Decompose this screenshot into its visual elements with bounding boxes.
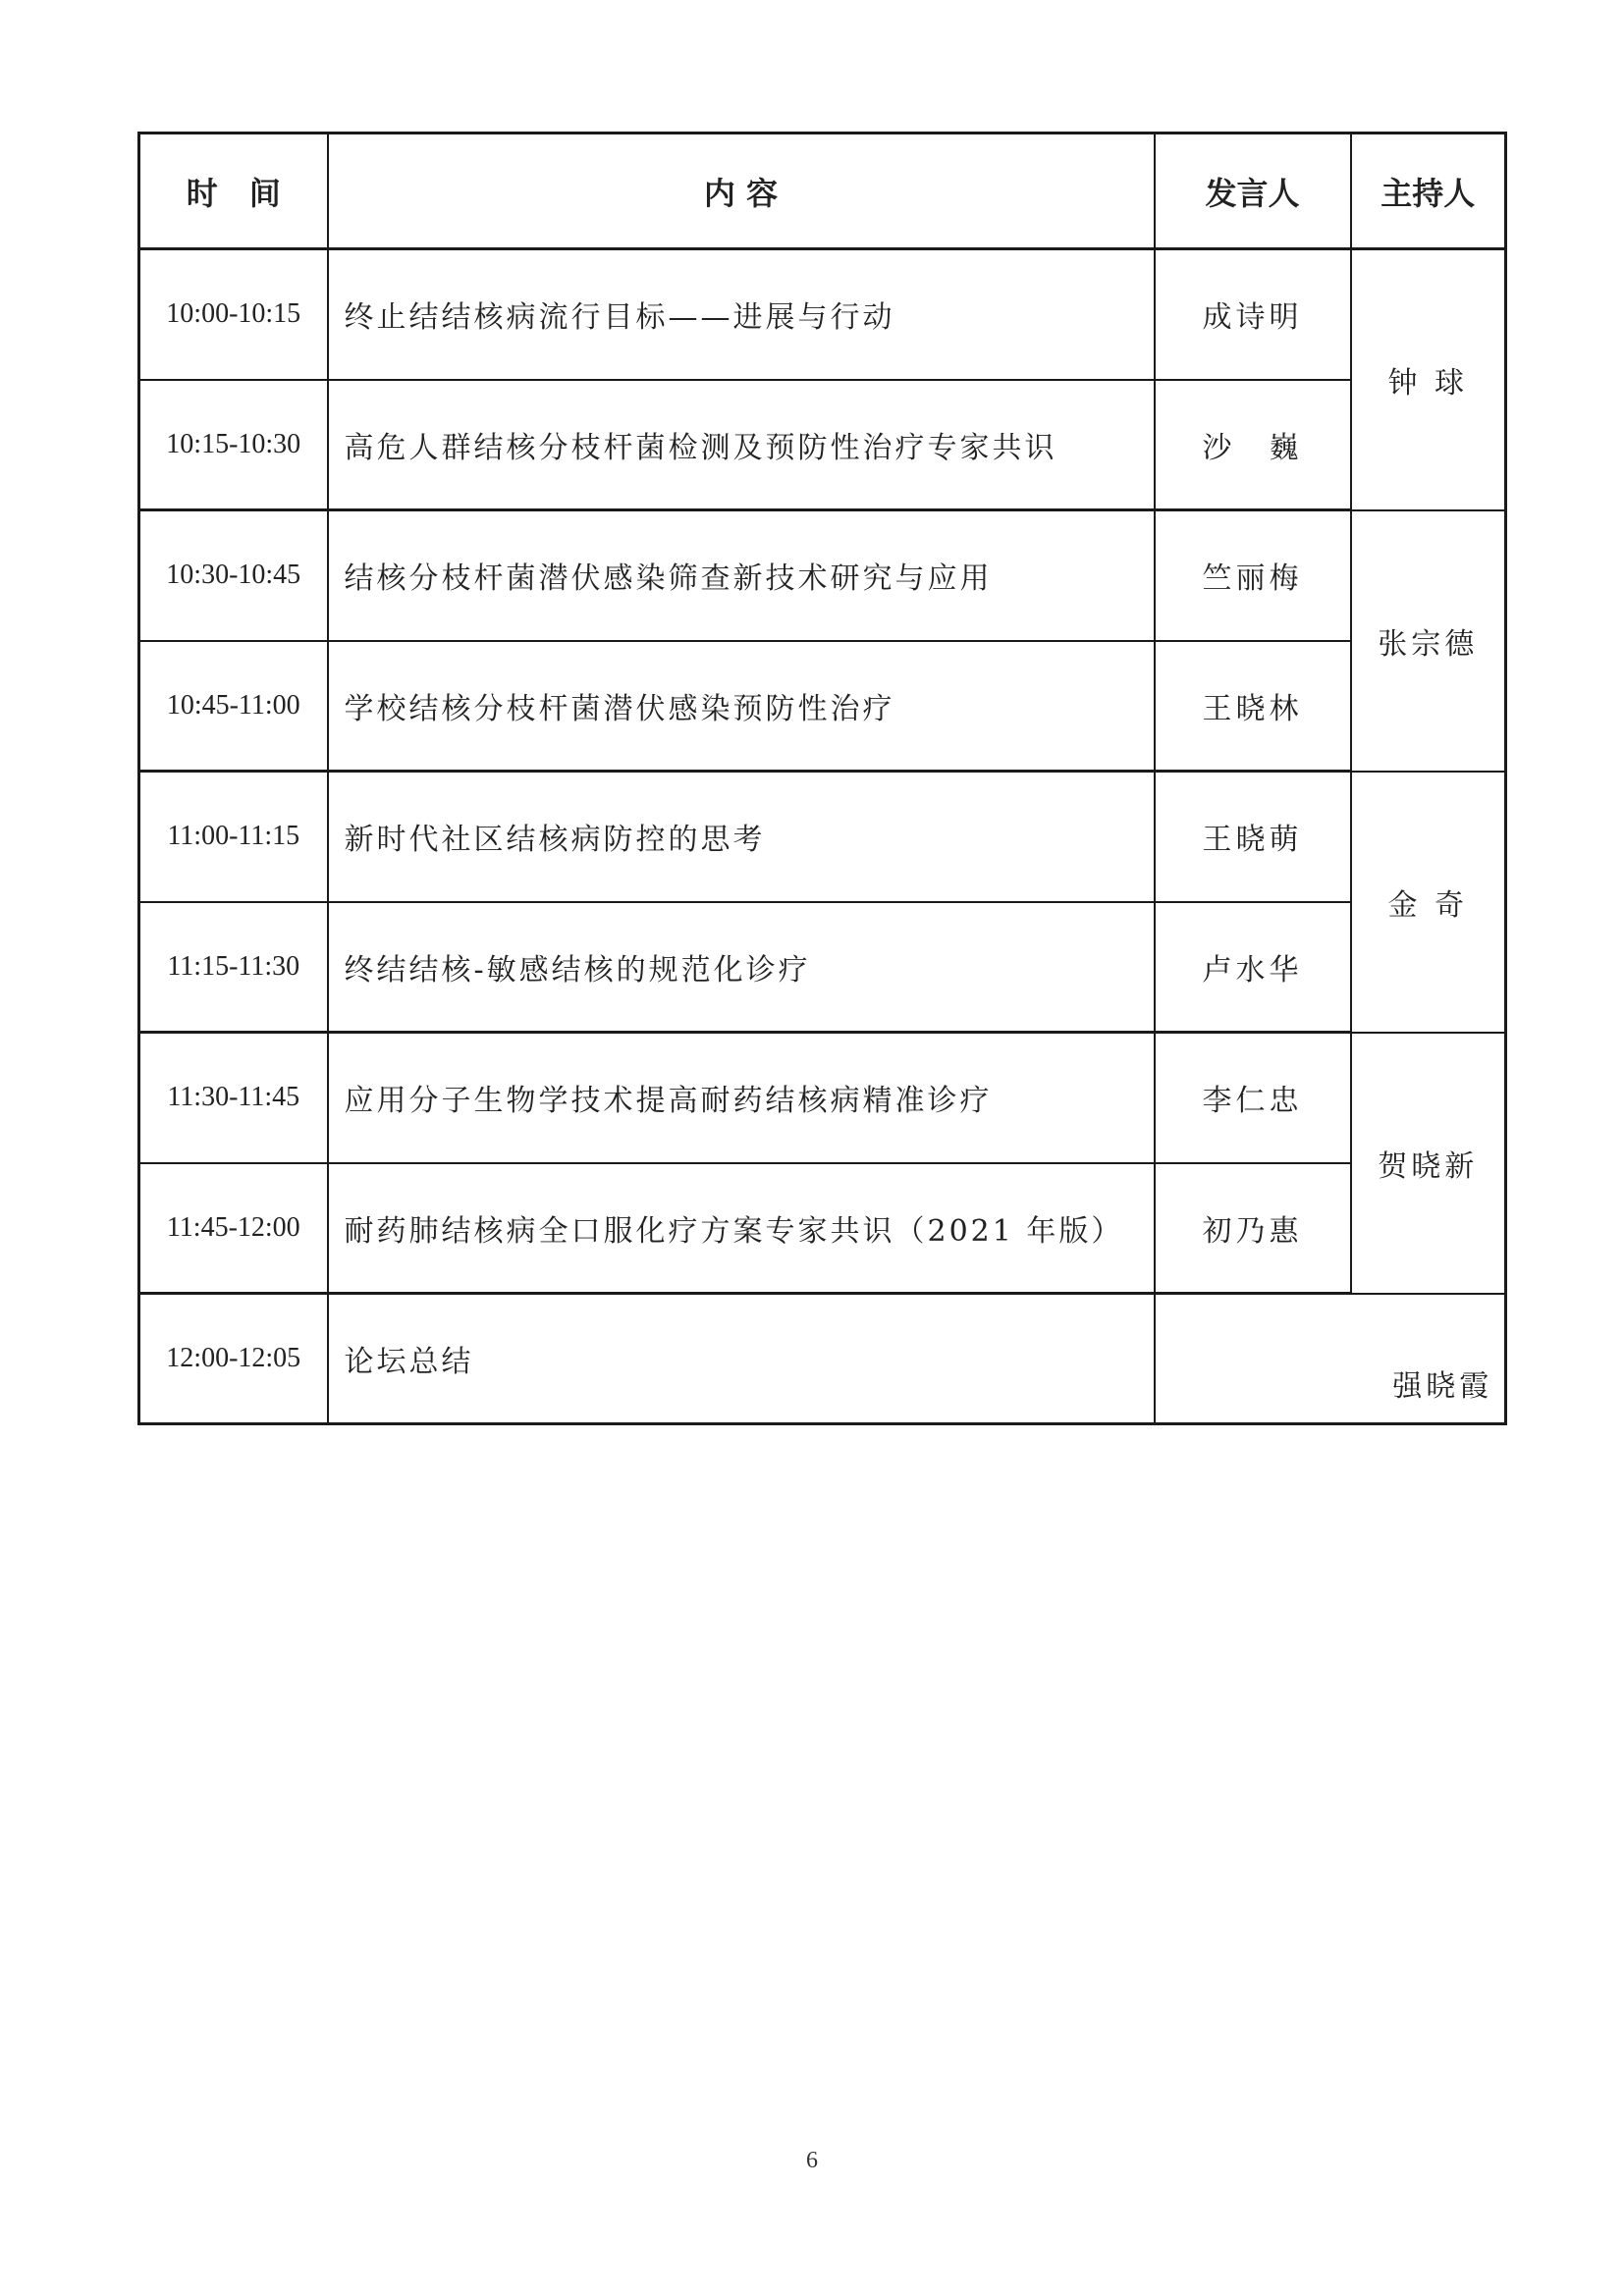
row-speaker: 沙 巍 bbox=[1155, 380, 1351, 510]
row-speaker: 李仁忠 bbox=[1155, 1033, 1351, 1163]
row-speaker: 卢水华 bbox=[1155, 902, 1351, 1033]
agenda-table bbox=[137, 132, 1507, 1425]
row-speaker: 王晓林 bbox=[1155, 641, 1351, 772]
row-speaker: 强晓霞 bbox=[1392, 1369, 1493, 1404]
row-speaker: 成诗明 bbox=[1155, 249, 1351, 380]
row-time: 11:30-11:45 bbox=[139, 1033, 328, 1163]
table-row bbox=[139, 902, 1506, 1033]
host-cell: 贺晓新 bbox=[1351, 1033, 1506, 1294]
row-content: 学校结核分枝杆菌潜伏感染预防性治疗 bbox=[328, 641, 1155, 772]
table-row bbox=[139, 641, 1506, 772]
row-content: 结核分枝杆菌潜伏感染筛查新技术研究与应用 bbox=[328, 510, 1155, 641]
row-content: 终结结核-敏感结核的规范化诊疗 bbox=[328, 902, 1155, 1033]
row-content: 耐药肺结核病全口服化疗方案专家共识（2021 年版） bbox=[328, 1163, 1155, 1294]
header-time: 时 间 bbox=[139, 133, 328, 249]
host-cell: 金 奇 bbox=[1351, 772, 1506, 1033]
row-time: 10:30-10:45 bbox=[139, 510, 328, 641]
row-time: 11:45-12:00 bbox=[139, 1163, 328, 1294]
row-time: 10:00-10:15 bbox=[139, 249, 328, 380]
row-time: 11:15-11:30 bbox=[139, 902, 328, 1033]
row-time: 10:45-11:00 bbox=[139, 641, 328, 772]
row-time: 12:00-12:05 bbox=[139, 1294, 328, 1424]
header-content: 内 容 bbox=[328, 133, 1155, 249]
row-speaker: 初乃惠 bbox=[1155, 1163, 1351, 1294]
table-row bbox=[139, 1163, 1506, 1294]
row-speaker-merged bbox=[1155, 1294, 1506, 1424]
table-row bbox=[139, 772, 1506, 902]
page-number: 6 bbox=[806, 2148, 818, 2173]
row-content: 应用分子生物学技术提高耐药结核病精准诊疗 bbox=[328, 1033, 1155, 1163]
table-row bbox=[139, 249, 1506, 380]
table-row bbox=[139, 510, 1506, 641]
table-row bbox=[139, 380, 1506, 510]
row-content: 论坛总结 bbox=[328, 1294, 1155, 1424]
table-row bbox=[139, 1033, 1506, 1163]
row-time: 10:15-10:30 bbox=[139, 380, 328, 510]
header-host: 主持人 bbox=[1351, 133, 1506, 249]
host-cell: 张宗德 bbox=[1351, 510, 1506, 772]
table-row bbox=[139, 1294, 1506, 1424]
row-time: 11:00-11:15 bbox=[139, 772, 328, 902]
table-header-row bbox=[139, 133, 1506, 249]
host-cell: 钟 球 bbox=[1351, 249, 1506, 510]
row-content: 终止结结核病流行目标——进展与行动 bbox=[328, 249, 1155, 380]
row-content: 新时代社区结核病防控的思考 bbox=[328, 772, 1155, 902]
row-speaker: 竺丽梅 bbox=[1155, 510, 1351, 641]
row-speaker: 王晓萌 bbox=[1155, 772, 1351, 902]
header-speaker: 发言人 bbox=[1155, 133, 1351, 249]
row-content: 高危人群结核分枝杆菌检测及预防性治疗专家共识 bbox=[328, 380, 1155, 510]
